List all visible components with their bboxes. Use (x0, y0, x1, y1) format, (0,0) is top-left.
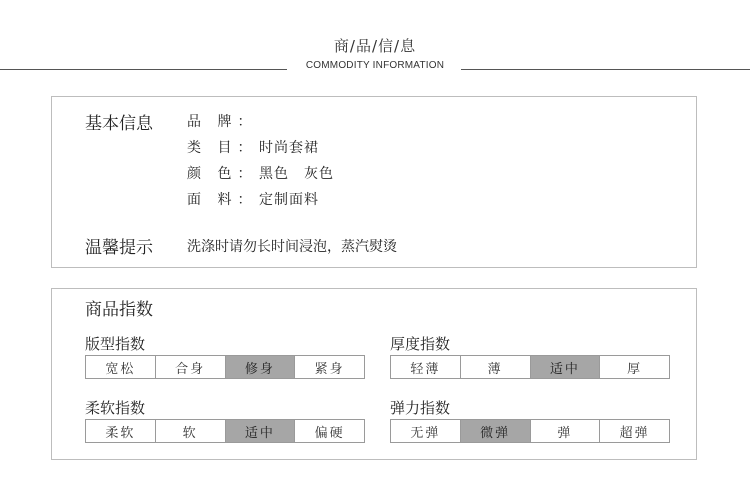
header-subtitle: COMMODITY INFORMATION (305, 60, 445, 71)
index-section-label: 商品指数 (85, 300, 153, 320)
scale-option: 宽松 (105, 361, 136, 377)
scale-option-selected: 修身 (225, 356, 295, 378)
tips-text: 洗涤时请勿长时间浸泡，蒸汽熨烫 (187, 239, 397, 255)
product-index-panel (51, 288, 697, 460)
category-label: 类 目： (187, 140, 258, 156)
scale-option: 偏硬 (294, 420, 364, 442)
header-divider-left (0, 69, 287, 70)
scale-option-selected: 适中 (530, 356, 600, 378)
fabric-value: 定制面料 (259, 192, 319, 208)
color-label: 颜 色： (187, 166, 258, 182)
scale-option: 软 (155, 420, 225, 442)
fabric-label: 面 料： (187, 192, 258, 208)
scale-option: 弹 (530, 420, 600, 442)
scale-option: 超弹 (599, 420, 669, 442)
color-value: 黑色 灰色 (259, 166, 334, 182)
elasticity-index-title: 弹力指数 (390, 399, 451, 417)
softness-index-scale (85, 419, 365, 443)
thickness-index-title: 厚度指数 (390, 335, 451, 353)
basic-info-panel (51, 96, 697, 268)
scale-option: 无弹 (410, 425, 441, 441)
category-value: 时尚套裙 (259, 140, 319, 156)
scale-option-selected: 适中 (225, 420, 295, 442)
scale-option: 薄 (460, 356, 530, 378)
scale-option: 合身 (155, 356, 225, 378)
brand-label: 品 牌： (187, 114, 258, 130)
tips-label: 温馨提示 (85, 238, 153, 258)
thickness-index-scale (390, 355, 670, 379)
scale-option-selected: 微弹 (460, 420, 530, 442)
softness-index-title: 柔软指数 (85, 399, 146, 417)
scale-option: 厚 (599, 356, 669, 378)
header-title: 商/品/信/息 (333, 37, 417, 55)
basic-info-label: 基本信息 (85, 114, 153, 134)
elasticity-index-scale (390, 419, 670, 443)
scale-option: 轻薄 (410, 361, 441, 377)
scale-option: 紧身 (294, 356, 364, 378)
fit-index-scale (85, 355, 365, 379)
scale-option: 柔软 (105, 425, 136, 441)
header-divider-right (461, 69, 750, 70)
fit-index-title: 版型指数 (85, 335, 146, 353)
